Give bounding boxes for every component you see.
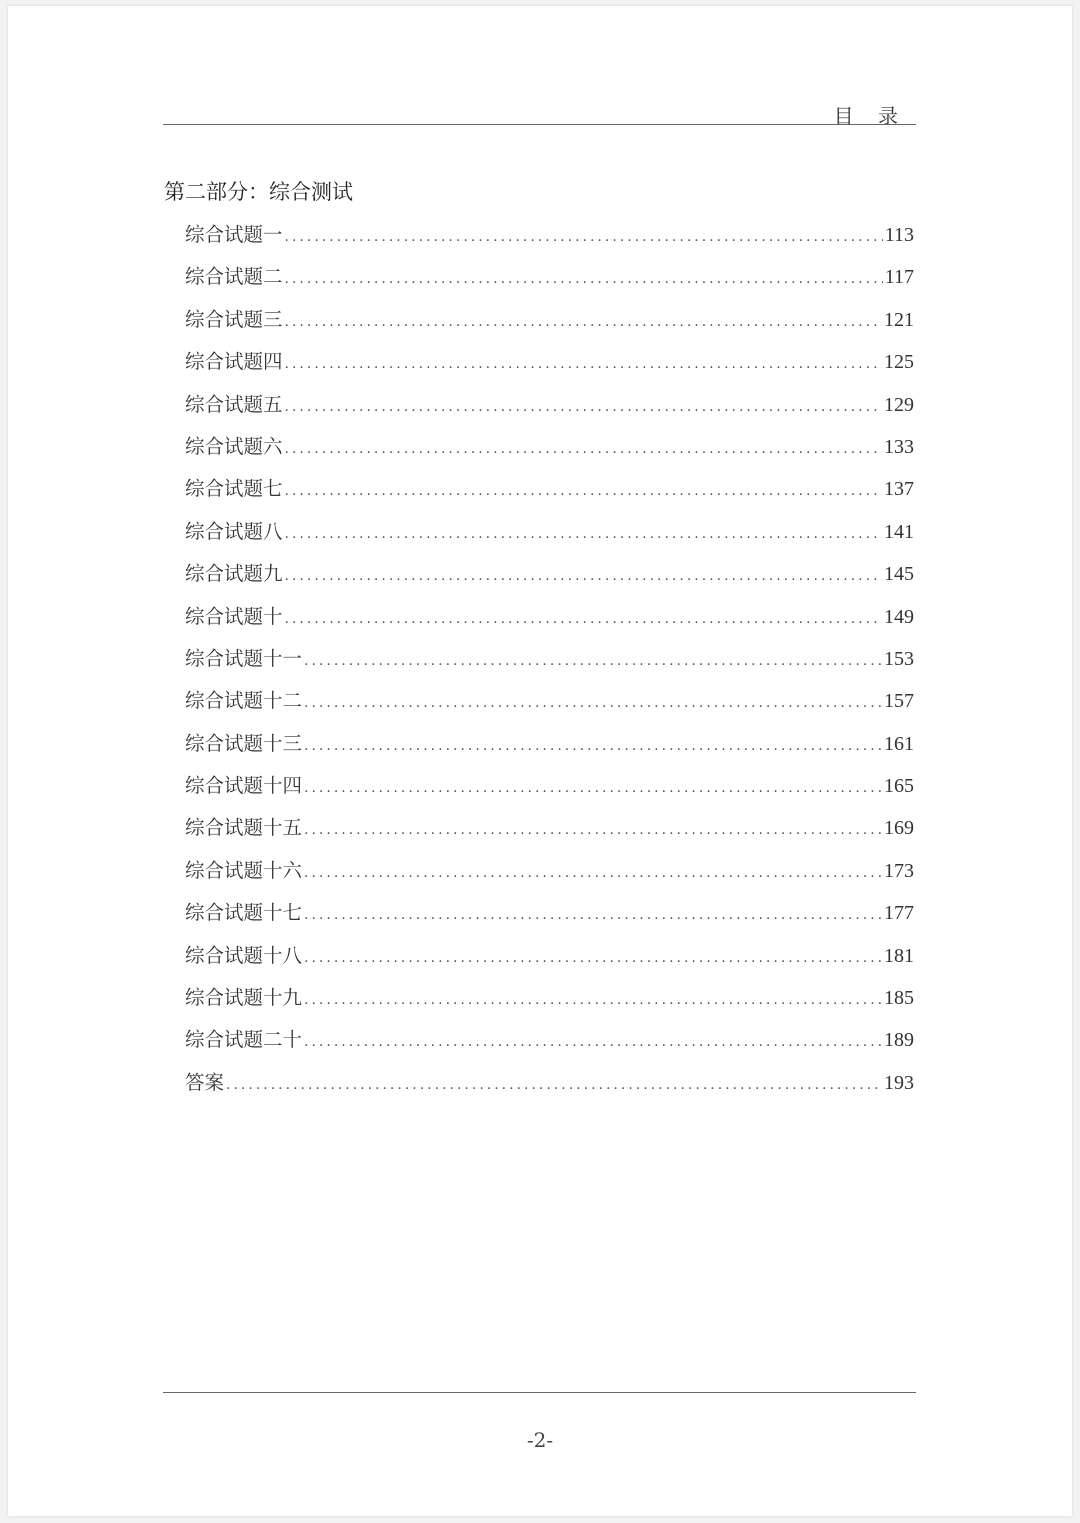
toc-entry[interactable] [185,982,914,1024]
toc-entry[interactable] [185,685,914,727]
toc-entry-page: 173 [884,859,914,882]
document-page [8,6,1072,1516]
toc-leader-dots [285,271,883,287]
toc-leader-dots [304,907,882,923]
toc-entry[interactable] [185,304,914,346]
toc-entry-label: 综合试题二 [185,265,283,289]
toc-entry[interactable] [185,1067,914,1109]
toc-leader-dots [285,399,882,415]
toc-entry-page: 117 [884,266,914,289]
toc-leader-dots [226,1077,882,1093]
toc-entry-page: 193 [884,1071,914,1094]
toc-leader-dots [285,229,883,245]
toc-entry[interactable] [185,643,914,685]
toc-entry-label: 综合试题十六 [185,858,303,882]
toc-entry-page: 177 [884,902,914,925]
toc-entry-label: 综合试题一 [185,223,283,246]
toc-entry-label: 综合试题九 [185,562,283,586]
toc-leader-dots [285,568,882,584]
toc-leader-dots [304,780,882,796]
toc-entry-label: 综合试题十一 [185,646,303,670]
toc-entry-page: 161 [884,732,914,755]
toc-leader-dots [285,356,882,372]
toc-entry[interactable] [185,261,914,303]
toc-entry-label: 综合试题十二 [185,689,303,713]
table-of-contents [185,219,914,1109]
toc-leader-dots [285,526,882,542]
toc-entry-page: 165 [884,775,914,798]
toc-entry[interactable] [185,558,914,600]
toc-entry-label: 综合试题三 [185,307,283,331]
toc-entry[interactable] [185,855,914,897]
toc-entry-label: 综合试题十三 [185,731,303,755]
toc-entry[interactable] [185,897,914,939]
toc-entry-page: 157 [884,690,914,713]
toc-leader-dots [304,695,882,711]
toc-entry-label: 综合试题十八 [185,943,303,967]
toc-leader-dots [304,738,882,754]
toc-entry-page: 181 [884,944,914,967]
toc-entry[interactable] [185,473,914,515]
toc-entry-page: 145 [884,563,914,586]
toc-entry-page: 153 [884,647,914,670]
toc-entry-page: 189 [884,1029,914,1052]
toc-entry-page: 137 [884,478,914,501]
toc-entry-label: 综合试题十五 [185,816,303,840]
toc-leader-dots [304,865,882,881]
toc-leader-dots [285,483,882,499]
toc-leader-dots [285,611,882,627]
toc-entry-page: 129 [884,393,914,416]
toc-entry-label: 综合试题六 [185,434,283,458]
toc-entry-label: 综合试题八 [185,519,283,543]
toc-entry-label: 综合试题七 [185,477,283,501]
toc-entry[interactable] [185,940,914,982]
toc-entry[interactable] [185,728,914,770]
section-title: 第二部分：综合测试 [164,180,353,204]
toc-entry-label: 综合试题四 [185,350,283,374]
toc-entry-label: 综合试题二十 [185,1028,303,1052]
toc-entry-page: 125 [884,351,914,374]
toc-entry[interactable] [185,219,914,261]
toc-entry-page: 185 [884,987,914,1010]
footer-rule [163,1392,916,1393]
toc-leader-dots [304,822,882,838]
toc-entry-page: 121 [884,308,914,331]
toc-entry-label: 答案 [185,1070,225,1094]
toc-entry-page: 113 [884,224,914,246]
toc-entry[interactable] [185,601,914,643]
toc-leader-dots [304,1034,882,1050]
toc-leader-dots [304,950,882,966]
toc-entry[interactable] [185,812,914,854]
toc-entry-page: 141 [884,520,914,543]
toc-leader-dots [285,314,882,330]
toc-entry[interactable] [185,346,914,388]
toc-entry-page: 149 [884,605,914,628]
toc-entry-page: 169 [884,817,914,840]
header-title: 目 录 [833,104,907,128]
toc-entry-label: 综合试题十 [185,604,283,628]
toc-entry[interactable] [185,516,914,558]
header-rule [163,124,916,125]
toc-leader-dots [304,653,882,669]
toc-leader-dots [304,992,882,1008]
toc-entry[interactable] [185,431,914,473]
toc-entry[interactable] [185,389,914,431]
toc-entry-label: 综合试题五 [185,392,283,416]
page-number: -2- [526,1428,554,1452]
toc-entry-label: 综合试题十七 [185,901,303,925]
toc-entry[interactable] [185,1024,914,1066]
toc-entry[interactable] [185,770,914,812]
toc-entry-page: 133 [884,435,914,458]
toc-leader-dots [285,441,882,457]
toc-entry-label: 综合试题十四 [185,774,303,798]
toc-entry-label: 综合试题十九 [185,986,303,1010]
